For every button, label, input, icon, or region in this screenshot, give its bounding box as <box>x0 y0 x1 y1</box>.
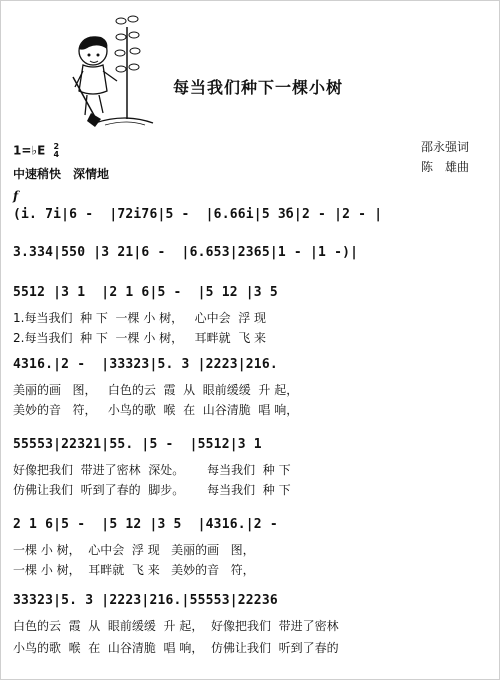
dynamic-marking: f <box>13 189 19 203</box>
notation-row: 3.334|550 |3 21|6 - |6.653|2365|1 - |1 -)| <box>13 245 359 260</box>
credits <box>421 137 499 177</box>
time-signature-top: 2 <box>53 142 60 151</box>
notation-row: 2 1 6|5 - |5 12 |3 5 |4316.|2 - <box>13 517 278 532</box>
time-signature-bottom: 4 <box>53 150 60 159</box>
child-planting-tree-illustration <box>65 7 155 135</box>
notation-row: (i. 7i|6 - |72i76|5 - |6.66i|5 3б|2 - |2 - | <box>13 207 383 222</box>
key-label: 1=♭E <box>13 143 46 158</box>
lyrics-verse-2: 美妙的音 符， 小鸟的歌 喉 在 山谷清脆 唱 响， <box>13 403 299 417</box>
tempo-marking: 中速稍快 深情地 <box>13 167 110 181</box>
lyrics-verse-2: 小鸟的歌 喉 在 山谷清脆 唱 响， 仿佛让我们 听到了春的 <box>13 641 339 655</box>
lyrics-verse-2: 一棵 小 树， 耳畔就 飞 来 美妙的音 符， <box>13 563 255 577</box>
composer-credit: 陈 雄曲 <box>421 160 470 174</box>
lyrics-verse-1: 1.每当我们 种 下 一棵 小 树， 心中会 浮 现 <box>13 311 267 325</box>
lyricist-credit: 邵永强词 <box>421 140 470 154</box>
notation-row: 55553|22321|55. |5 - |5512|3 1 <box>13 437 262 452</box>
song-title: 每当我们种下一棵小树 <box>173 78 344 97</box>
lyrics-verse-1: 白色的云 霞 从 眼前缓缓 升 起， 好像把我们 带进了密林 <box>13 619 339 633</box>
notation-row: 4316.|2 - |33323|5. 3 |2223|216. <box>13 357 278 372</box>
time-signature <box>53 143 59 159</box>
lyrics-verse-1: 美丽的画 图， 白色的云 霞 从 眼前缓缓 升 起， <box>13 383 299 397</box>
lyrics-verse-1: 好像把我们 带进了密林 深处。 每当我们 种 下 <box>13 463 291 477</box>
lyrics-verse-1: 一棵 小 树， 心中会 浮 现 美丽的画 图， <box>13 543 255 557</box>
key-signature <box>13 143 59 159</box>
notation-row: 5512 |3 1 |2 1 6|5 - |5 12 |3 5 <box>13 285 278 300</box>
lyrics-verse-2: 2.每当我们 种 下 一棵 小 树， 耳畔就 飞 来 <box>13 331 267 345</box>
notation-row: 33323|5. 3 |2223|216.|55553|22236 <box>13 593 278 608</box>
lyrics-verse-2: 仿佛让我们 听到了春的 脚步。 每当我们 种 下 <box>13 483 291 497</box>
